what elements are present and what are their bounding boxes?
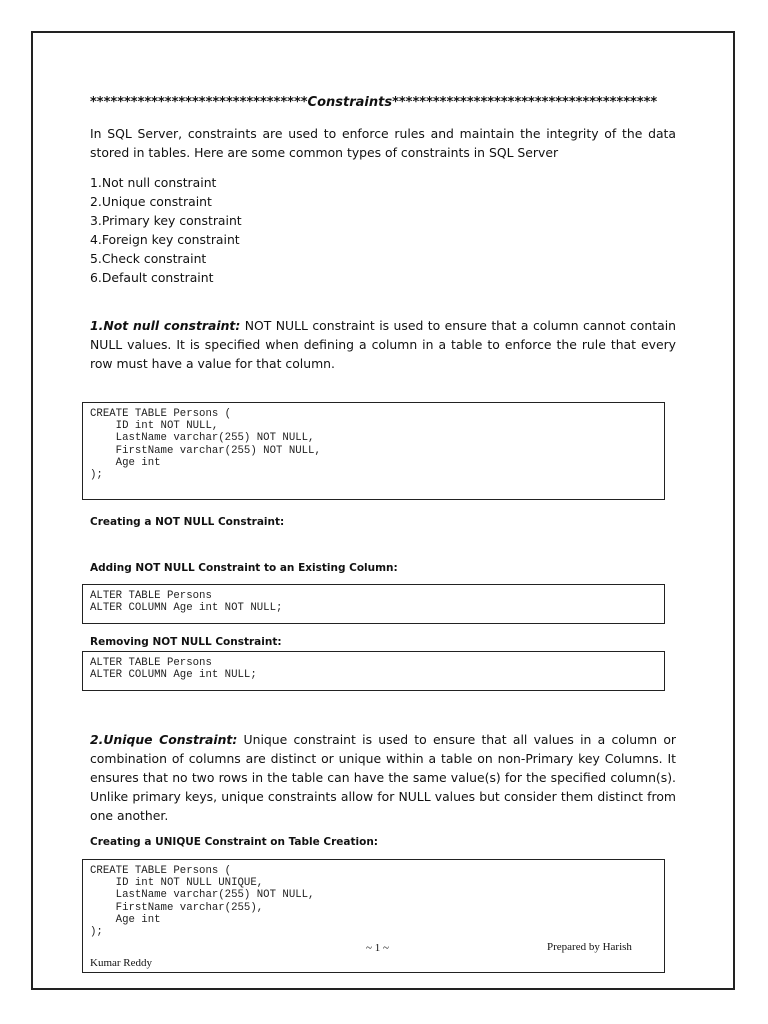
list-item: 4.Foreign key constraint [90, 232, 240, 247]
section-unique-text: Unique constraint is used to ensure that all values in a column or combination of columns are distinct or unique within a table on non-Primary key Columns. It ensures that no two rows in the table can have the same value(s) for the specified column(s). Unlike primary keys, unique constraints allow for NULL values but consider them distinct from one another. [90, 732, 676, 823]
code-remove-not-null: ALTER TABLE Persons ALTER COLUMN Age int NULL; [82, 651, 665, 691]
label-create-not-null: Creating a NOT NULL Constraint: [90, 516, 285, 528]
title-stars-left: ******************************** [90, 95, 308, 110]
title-stars-right: *************************************** [392, 95, 658, 110]
page-title [90, 95, 676, 110]
prepared-by: Prepared by Harish [547, 941, 632, 953]
section-unique-paragraph [90, 730, 676, 825]
section-not-null-text: NOT NULL constraint is used to ensure that a column cannot contain NULL values. It is specified when defining a column in a table to enforce the rule that every row must have a value for that column. [90, 318, 676, 371]
intro-paragraph: In SQL Server, constraints are used to enforce rules and maintain the integrity of the data stored in tables. Here are some common types of constraints in SQL Server [90, 126, 676, 160]
list-item: 3.Primary key constraint [90, 213, 242, 228]
list-item: 5.Check constraint [90, 251, 207, 266]
section-unique-heading: 2.Unique Constraint: [90, 732, 238, 747]
code-create-not-null: CREATE TABLE Persons ( ID int NOT NULL, LastName varchar(255) NOT NULL, FirstName varchar(255) NOT NULL, Age int ); [82, 402, 665, 500]
label-add-not-null: Adding NOT NULL Constraint to an Existing Column: [90, 562, 398, 574]
list-item: 1.Not null constraint [90, 175, 217, 190]
label-create-unique: Creating a UNIQUE Constraint on Table Creation: [90, 836, 379, 848]
list-item: 6.Default constraint [90, 270, 214, 285]
page-number: ~ 1 ~ [366, 942, 389, 954]
constraint-type-list [90, 173, 242, 287]
title-word: Constraints [307, 95, 393, 110]
code-create-unique: CREATE TABLE Persons ( ID int NOT NULL UNIQUE, LastName varchar(255) NOT NULL, FirstName varchar(255), Age int ); [82, 859, 665, 973]
label-remove-not-null: Removing NOT NULL Constraint: [90, 636, 282, 648]
code-add-not-null: ALTER TABLE Persons ALTER COLUMN Age int NOT NULL; [82, 584, 665, 624]
section-not-null-paragraph [90, 316, 676, 373]
section-not-null-heading: 1.Not null constraint: [90, 318, 241, 333]
prepared-by-name: Kumar Reddy [90, 957, 153, 969]
list-item: 2.Unique constraint [90, 194, 212, 209]
